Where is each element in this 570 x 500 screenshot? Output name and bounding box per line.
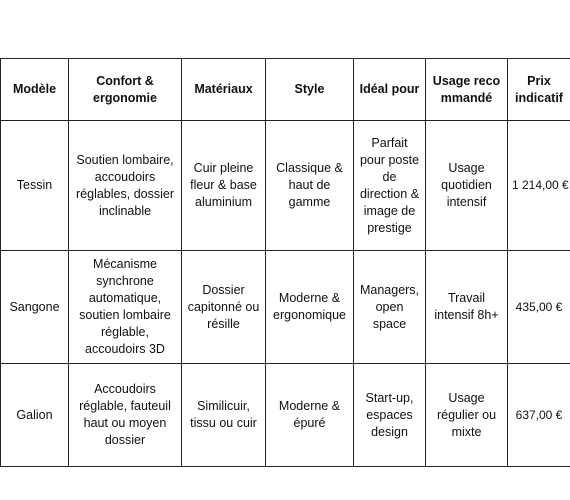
table-row	[1, 121, 570, 251]
cell-comfort: Soutien lombaire, accoudoirs réglables, dossier inclinable	[69, 121, 182, 251]
header-price: Prix indicatif	[508, 59, 570, 121]
header-model: Modèle	[1, 59, 69, 121]
cell-model: Galion	[1, 364, 69, 467]
cell-usage: Usage quotidien intensif	[426, 121, 508, 251]
cell-ideal-for: Start-up, espaces design	[354, 364, 426, 467]
header-row	[1, 59, 570, 121]
cell-style: Moderne & épuré	[266, 364, 354, 467]
table-row	[1, 364, 570, 467]
cell-model: Sangone	[1, 251, 69, 364]
cell-style: Moderne & ergonomique	[266, 251, 354, 364]
cell-materials: Dossier capitonné ou résille	[182, 251, 266, 364]
header-comfort: Confort & ergonomie	[69, 59, 182, 121]
cell-materials: Similicuir, tissu ou cuir	[182, 364, 266, 467]
table-row	[1, 251, 570, 364]
cell-usage: Travail intensif 8h+	[426, 251, 508, 364]
header-materials: Matériaux	[182, 59, 266, 121]
header-style: Style	[266, 59, 354, 121]
cell-model: Tessin	[1, 121, 69, 251]
cell-comfort: Accoudoirs réglable, fauteuil haut ou moyen dossier	[69, 364, 182, 467]
cell-price: 1 214,00 €	[508, 121, 570, 251]
cell-comfort: Mécanisme synchrone automatique, soutien lombaire réglable, accoudoirs 3D	[69, 251, 182, 364]
cell-price: 435,00 €	[508, 251, 570, 364]
cell-ideal-for: Parfait pour poste de direction & image de prestige	[354, 121, 426, 251]
cell-price: 637,00 €	[508, 364, 570, 467]
cell-materials: Cuir pleine fleur & base aluminium	[182, 121, 266, 251]
cell-ideal-for: Managers, open space	[354, 251, 426, 364]
header-ideal-for: Idéal pour	[354, 59, 426, 121]
header-usage: Usage recommandé	[426, 59, 508, 121]
cell-usage: Usage régulier ou mixte	[426, 364, 508, 467]
comparison-table	[0, 58, 570, 467]
cell-style: Classique & haut de gamme	[266, 121, 354, 251]
